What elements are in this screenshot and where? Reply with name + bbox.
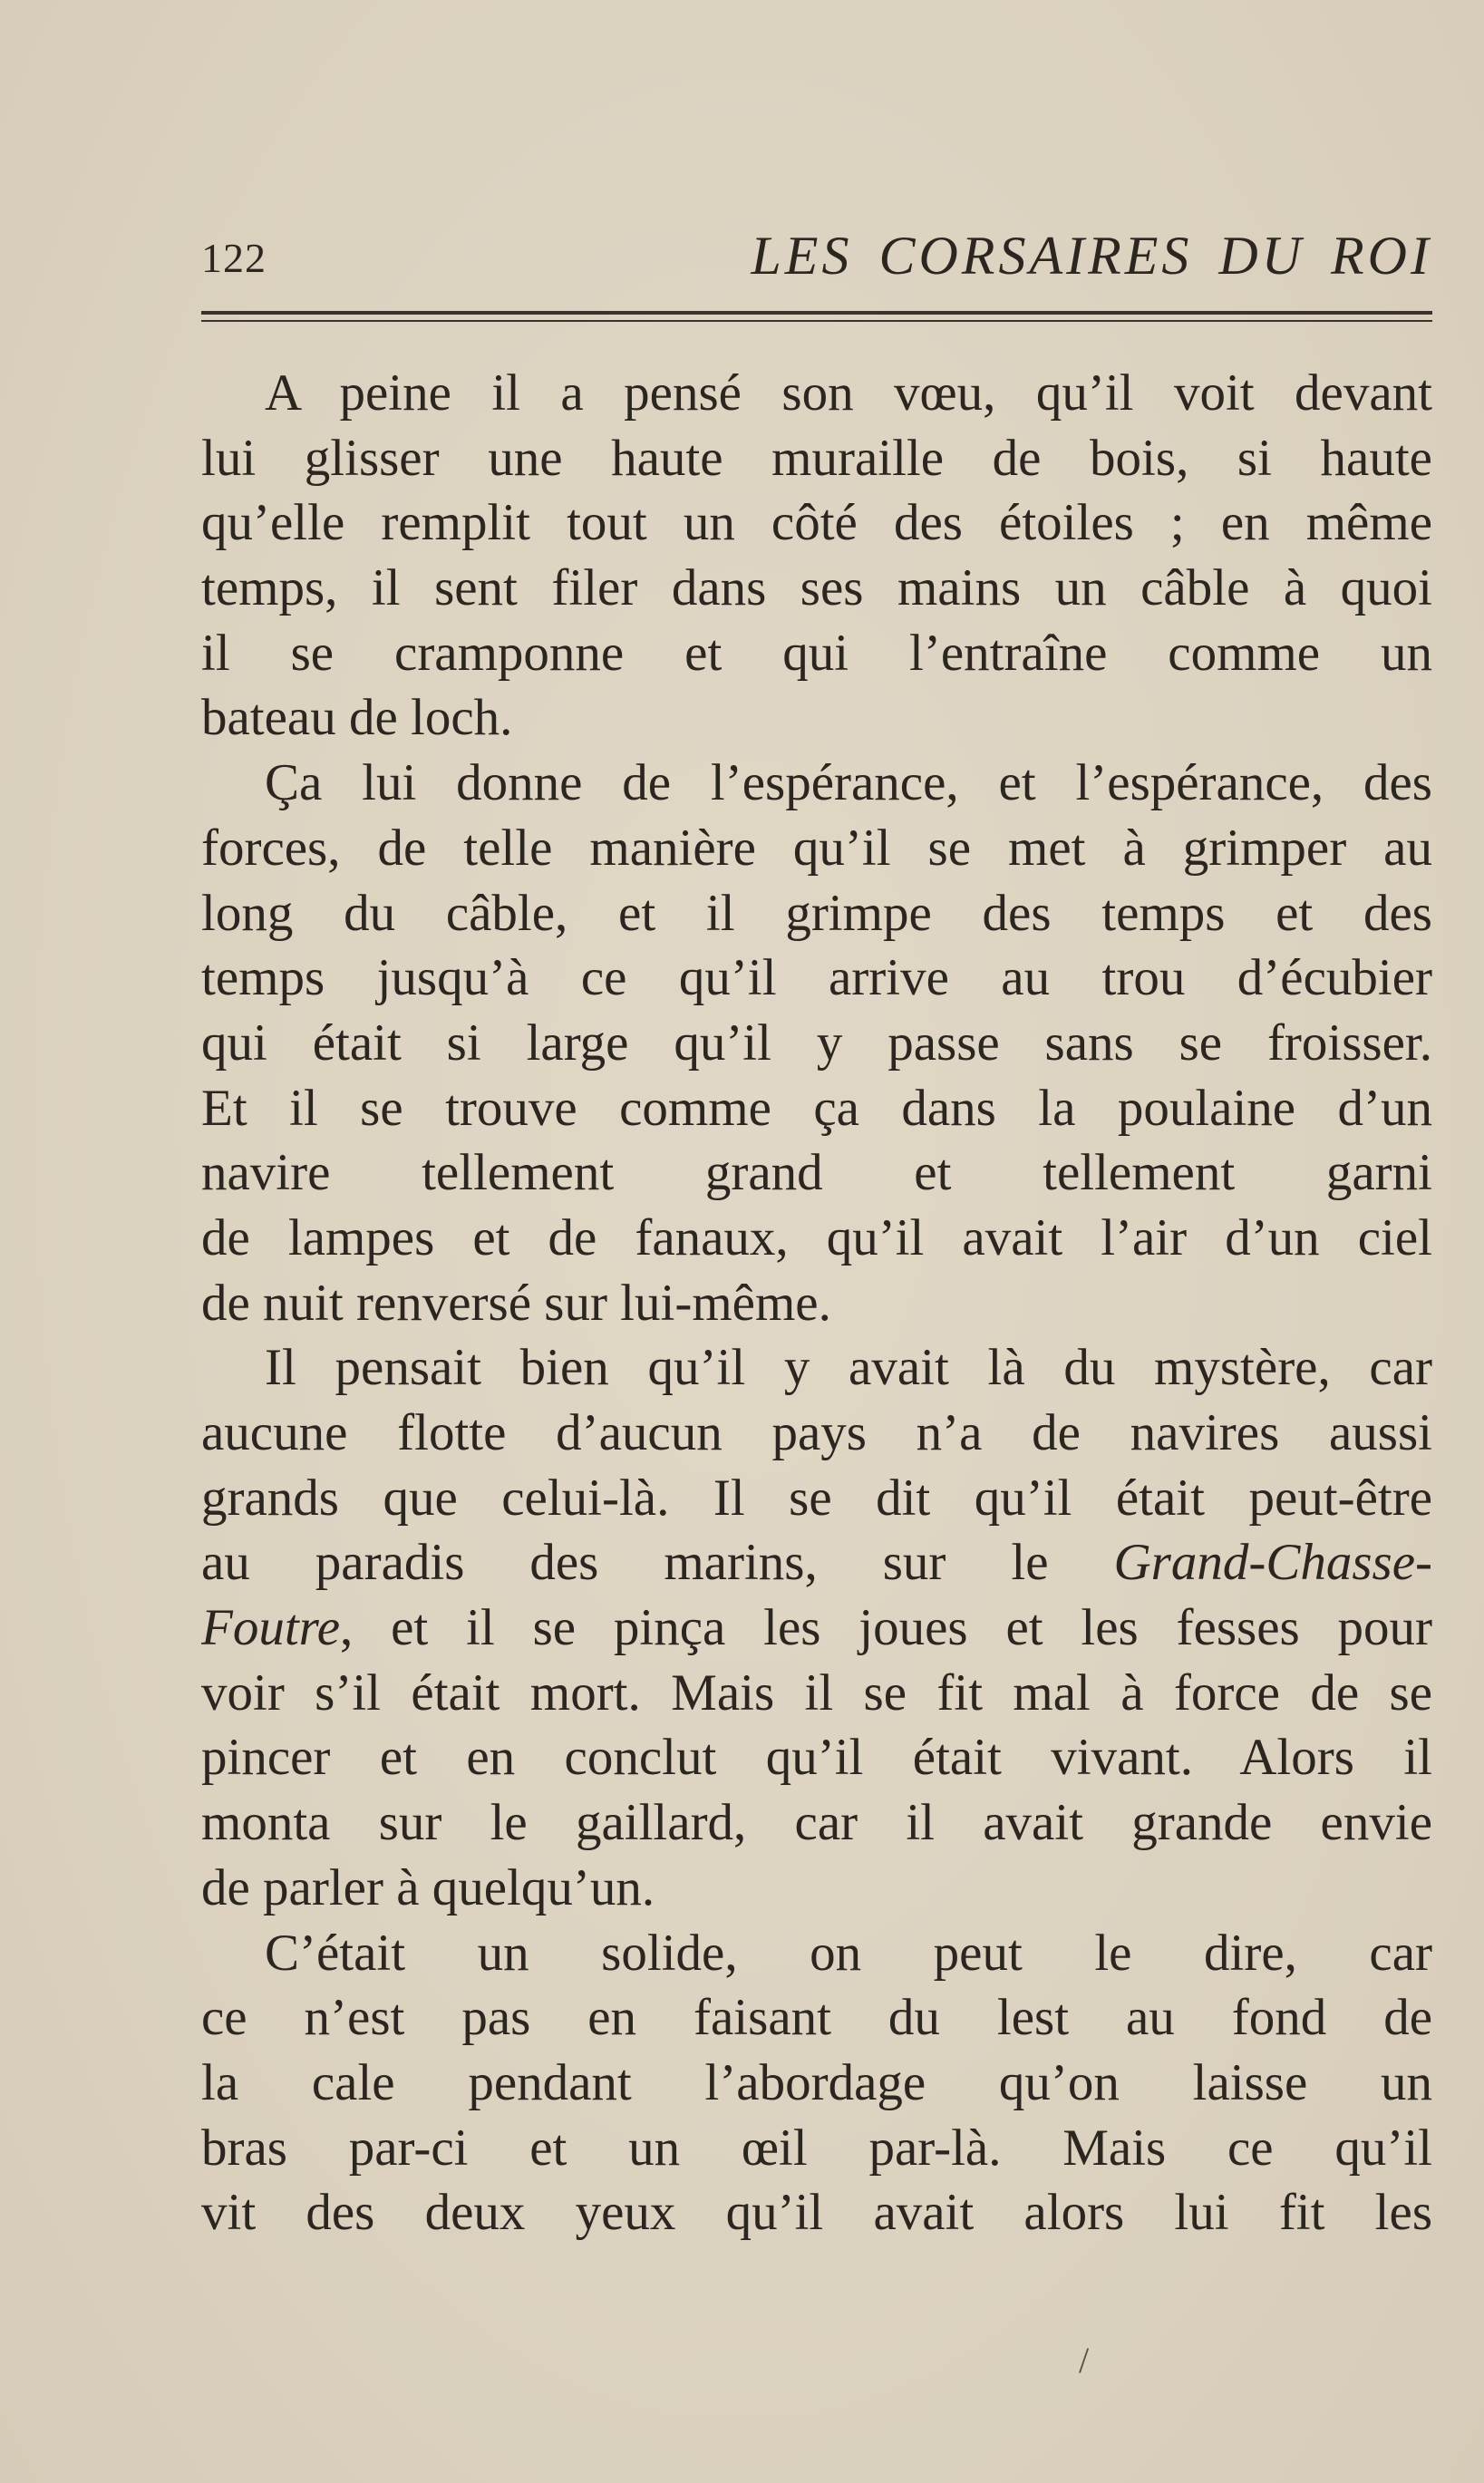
- page-header: [201, 218, 1432, 290]
- text-line: de nuit renversé sur lui-même.: [201, 1274, 831, 1332]
- page-number: 122: [201, 235, 267, 281]
- text-line: temps, il sent filer dans ses mains un câble à quoi: [201, 559, 1432, 617]
- text-line: voir s’il était mort. Mais il se fit mal à force de se: [201, 1663, 1432, 1722]
- header-rule: [201, 311, 1432, 322]
- text-line: la cale pendant l’abordage qu’on laisse un: [201, 2053, 1432, 2111]
- text-line: [201, 1596, 1432, 1661]
- text-line: ce n’est pas en faisant du lest au fond de: [201, 1989, 1432, 2047]
- body-text: [201, 361, 1432, 2245]
- running-title: LES CORSAIRES DU ROI: [751, 226, 1432, 286]
- italic-ship-name: Grand-Chasse-: [1113, 1534, 1432, 1592]
- text-line: long du câble, et il grimpe des temps et des: [201, 884, 1432, 942]
- text-line: temps jusqu’à ce qu’il arrive au trou d’écubier: [201, 949, 1432, 1007]
- text-line: pincer et en conclut qu’il était vivant. Alors il: [201, 1729, 1432, 1787]
- text-line: de parler à quelqu’un.: [201, 1858, 655, 1916]
- text-line: Et il se trouve comme ça dans la poulaine d’un: [201, 1079, 1432, 1137]
- text-line: A peine il a pensé son vœu, qu’il voit devant: [265, 364, 1432, 422]
- text-line: monta sur le gaillard, car il avait grande envie: [201, 1794, 1432, 1852]
- text-line: Ça lui donne de l’espérance, et l’espérance, des: [265, 754, 1432, 812]
- text-line: il se cramponne et qui l’entraîne comme un: [201, 624, 1432, 682]
- text-line: navire tellement grand et tellement garni: [201, 1144, 1432, 1202]
- text-line: vit des deux yeux qu’il avait alors lui fit les: [201, 2184, 1432, 2242]
- text-line: Il pensait bien qu’il y avait là du mystère, car: [265, 1339, 1432, 1397]
- footer-mark: /: [1079, 2340, 1090, 2381]
- text-line: qui était si large qu’il y passe sans se froisser.: [201, 1014, 1432, 1072]
- text-segment: , et il se pinça les joues et les fesses pour: [340, 1599, 1432, 1657]
- text-line: grands que celui-là. Il se dit qu’il était peut-être: [201, 1469, 1432, 1527]
- text-line: forces, de telle manière qu’il se met à grimper au: [201, 819, 1432, 877]
- italic-ship-name-end: Foutre: [201, 1599, 341, 1657]
- text-line: aucune flotte d’aucun pays n’a de navires aussi: [201, 1404, 1432, 1461]
- text-line: bateau de loch.: [201, 689, 513, 747]
- text-line: lui glisser une haute muraille de bois, si haute: [201, 429, 1432, 487]
- text-line: bras par-ci et un œil par-là. Mais ce qu’il: [201, 2119, 1432, 2177]
- text-line: C’était un solide, on peut le dire, car: [265, 1924, 1432, 1982]
- text-line: [201, 1530, 1432, 1596]
- text-line: qu’elle remplit tout un côté des étoiles ; en même: [201, 494, 1432, 552]
- text-line: de lampes et de fanaux, qu’il avait l’air d’un ciel: [201, 1208, 1432, 1266]
- text-segment: au paradis des marins, sur le: [201, 1534, 1049, 1592]
